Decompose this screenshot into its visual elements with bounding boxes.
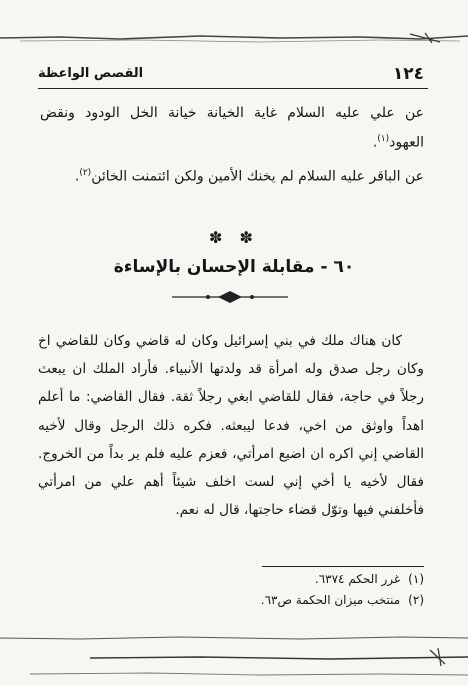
quote-baqir: عن الباقر عليه السلام لم يخنك الأمين ولكن ائتمنت الخائن$^{(٢)}$. — [74, 168, 424, 185]
footnote-ref: (١) — [377, 134, 390, 144]
header-rule — [38, 88, 428, 89]
story-paragraph: كان هناك ملك في بني إسرائيل وكان له قاضي وكان للقاضي اخ وكان رجل صدق وله امرأة قد ولدتها الأنبياء. فأراد الملك ان يبعث رجلاً في حاجة، فقال للقاضي ابغي رجلاً ثقة. فقال القاضي: ما أعلم اهداً واوثق من اخي، فدعا ليبعثه. فكره ذلك الرجل وقال لأخيه القاضي إني اكره ان اضيع امرأتي، فعزم عليه فلم ير بداً من الخروج. فقال لأخيه يا أخي إني لست اخلف شيئاً أهم علي من امرأتي فأخلفني فيها وتوّل قضاء حاجتها، قال له نعم. — [38, 333, 424, 519]
footnote-rule — [262, 566, 424, 567]
story-text — [38, 327, 424, 524]
page-edge-bottom — [0, 630, 468, 686]
quote-text: عن علي عليه السلام غاية الخيانة خيانة الخل الودود ونقض العهود — [40, 105, 424, 151]
quote-ali: عن علي عليه السلام غاية الخيانة خيانة الخل الودود ونقض العهود$^{(١)}$. — [40, 105, 424, 151]
quote-text: عن الباقر عليه السلام لم يخنك الأمين ولكن ائتمنت الخائن — [91, 168, 424, 185]
page-header — [38, 64, 424, 86]
running-title: القصص الواعظة — [38, 66, 144, 81]
page-number: ١٢٤ — [392, 64, 424, 84]
footnote-2: (٢) منتخب ميزان الحكمة ص٦٣. — [260, 593, 424, 607]
footnote-ref: (٢) — [79, 168, 92, 178]
footnote-1: (١) غرر الحكم ٦٣٧٤. — [314, 572, 424, 586]
section-title: مقابلة الإحسان بالإساءة — [113, 257, 315, 277]
section-separator: ✽ ✽ — [209, 228, 259, 247]
section-number: ٦٠ — [333, 257, 355, 277]
footnotes — [40, 569, 424, 611]
section-heading: ٦٠ - مقابلة الإحسان بالإساءة — [113, 257, 355, 277]
title-ornament — [170, 290, 290, 304]
page-edge-top — [0, 30, 468, 46]
